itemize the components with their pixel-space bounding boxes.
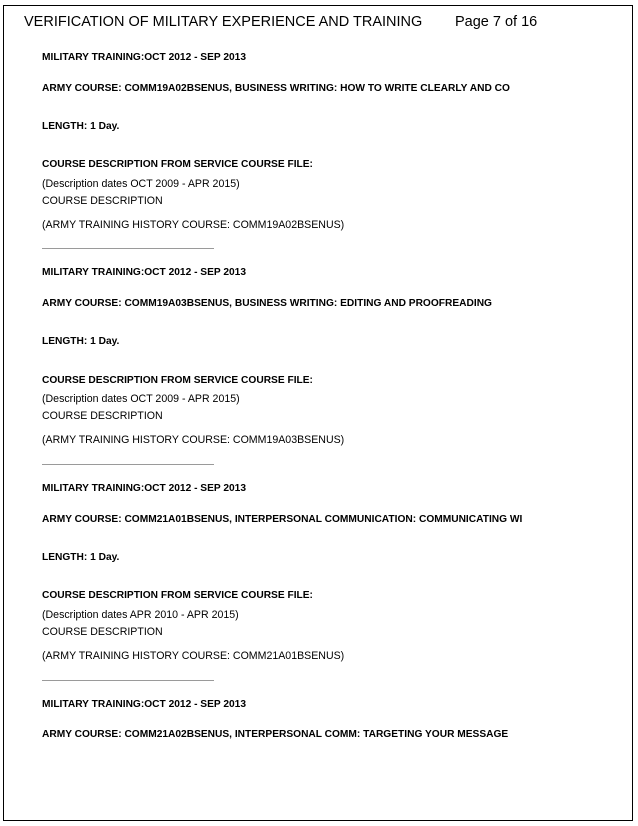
- page-number: Page 7 of 16: [455, 14, 538, 30]
- description-label: COURSE DESCRIPTION: [42, 626, 163, 638]
- training-date: MILITARY TRAINING:OCT 2012 - SEP 2013: [42, 483, 246, 494]
- training-history: (ARMY TRAINING HISTORY COURSE: COMM19A02BSENUS): [42, 219, 345, 231]
- page-frame: [3, 5, 633, 821]
- training-history: (ARMY TRAINING HISTORY COURSE: COMM19A03BSENUS): [42, 434, 345, 446]
- entry-separator: [42, 680, 214, 681]
- training-date: MILITARY TRAINING:OCT 2012 - SEP 2013: [42, 52, 246, 63]
- course-title: ARMY COURSE: COMM21A02BSENUS, INTERPERSONAL COMM: TARGETING YOUR MESSAGE: [42, 729, 509, 740]
- description-dates: (Description dates APR 2010 - APR 2015): [42, 609, 239, 621]
- description-label: COURSE DESCRIPTION: [42, 410, 163, 422]
- description-label: COURSE DESCRIPTION: [42, 195, 163, 207]
- training-date: MILITARY TRAINING:OCT 2012 - SEP 2013: [42, 699, 246, 710]
- course-length: LENGTH: 1 Day.: [42, 552, 120, 563]
- course-length: LENGTH: 1 Day.: [42, 336, 120, 347]
- training-date: MILITARY TRAINING:OCT 2012 - SEP 2013: [42, 267, 246, 278]
- training-history: (ARMY TRAINING HISTORY COURSE: COMM21A01BSENUS): [42, 650, 345, 662]
- entry-separator: [42, 464, 214, 465]
- description-dates: (Description dates OCT 2009 - APR 2015): [42, 178, 240, 190]
- description-heading: COURSE DESCRIPTION FROM SERVICE COURSE FILE:: [42, 590, 313, 601]
- entry-separator: [42, 248, 214, 249]
- page-title: VERIFICATION OF MILITARY EXPERIENCE AND TRAINING: [24, 14, 423, 30]
- description-heading: COURSE DESCRIPTION FROM SERVICE COURSE FILE:: [42, 375, 313, 386]
- course-title: ARMY COURSE: COMM19A03BSENUS, BUSINESS WRITING: EDITING AND PROOFREADING: [42, 298, 492, 309]
- description-dates: (Description dates OCT 2009 - APR 2015): [42, 393, 240, 405]
- description-heading: COURSE DESCRIPTION FROM SERVICE COURSE FILE:: [42, 159, 313, 170]
- course-title: ARMY COURSE: COMM21A01BSENUS, INTERPERSONAL COMMUNICATION: COMMUNICATING WI: [42, 514, 523, 525]
- course-title: ARMY COURSE: COMM19A02BSENUS, BUSINESS WRITING: HOW TO WRITE CLEARLY AND CO: [42, 83, 510, 94]
- course-length: LENGTH: 1 Day.: [42, 121, 120, 132]
